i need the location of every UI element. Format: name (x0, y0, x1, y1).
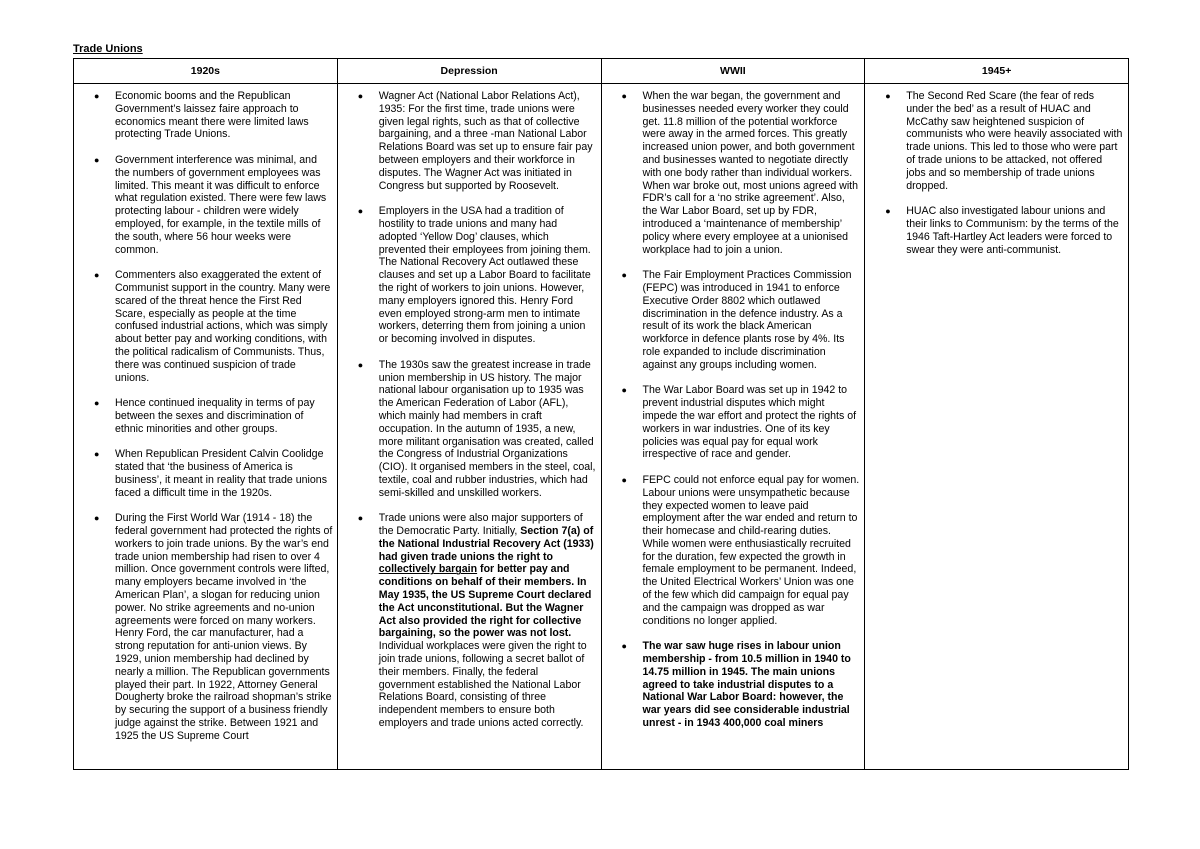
document-title: Trade Unions (73, 43, 143, 55)
bullet-list (602, 84, 865, 730)
header-1945-plus: 1945+ (865, 59, 1129, 84)
text-run: Section 7(a) of the National Industrial Recovery Act (1933) had given trade unions the right to (378, 525, 594, 563)
header-depression: Depression (337, 59, 601, 84)
text-run: The Second Red Scare (the fear of reds under the bed’ as a result of HUAC and McCathy saw heightened suspicion of communists who were heavily associated with trade unions. This led to those who were part of trade unions to be attacked, not offered jobs and so membership of trade unions dropped. (906, 90, 1123, 192)
list-item (871, 90, 1124, 192)
bullet-list (338, 84, 601, 730)
text-run: Wagner Act (National Labor Relations Act), 1935: For the first time, trade unions were given legal rights, such as that of collective bargaining, and a three -man National Labor Relations Board was set up to ensure fair pay between employers and their workforce in disputes. The Wagner Act was initiated in Congress but supported by Roosevelt. (378, 90, 593, 192)
bullet-icon: ● (621, 385, 627, 396)
text-run: The War Labor Board was set up in 1942 to prevent industrial disputes which might impede the war effort and protect the rights of workers in war industries. One of its key policies was equal pay for equal work irrespective of race and gender. (642, 384, 857, 461)
list-item (608, 90, 861, 256)
trade-unions-table (73, 58, 1129, 770)
list-item (80, 448, 333, 499)
bullet-list (74, 84, 337, 743)
bullet-icon: ● (94, 91, 100, 101)
text-run: Government interference was minimal, and the numbers of government employees was limited. This meant it was difficult to enforce what regulation existed. There were few laws protecting labour - children were widely employed, for example, in the textile mills of the south, where 56 hour weeks were common. (115, 153, 327, 256)
list-item (608, 474, 861, 628)
bullet-icon: ● (621, 91, 627, 101)
list-item (344, 90, 597, 192)
text-run: Economic booms and the Republican Government’s laissez faire approach to economics meant there were limited laws protecting Trade Unions. (115, 90, 309, 141)
bullet-icon: ● (94, 154, 100, 165)
text-run: FEPC could not enforce equal pay for women. Labour unions were unsympathetic because they expected women to leave paid employment after the war ended and return to their homecase and child-rearing duties. While women were enthusiastically recruited for the duration, few expected the growth in female employment to be permanent. Indeed, the United Electrical Workers’ Union was one of the few which did campaign for equal pay and the campaign was dropped as war conditions no longer applied. (642, 473, 860, 627)
bullet-icon: ● (357, 513, 364, 524)
bullet-icon: ● (94, 449, 100, 460)
text-run: Employers in the USA had a tradition of hostility to trade unions and many had adopted ‘Yellow Dog’ clauses, which prevented their employees from joining them. The National Recovery Act outlawed these clauses and set up a Labor Board to facilitate the right of workers to join unions. However, many employers ignored this. Henry Ford even employed strong-arm men to intimate workers, deterring them from joining a union or becoming involved in disputes. (378, 205, 591, 346)
bullet-list (865, 84, 1128, 256)
list-item (344, 512, 597, 730)
header-1920s: 1920s (74, 59, 338, 84)
list-item (344, 205, 597, 346)
list-item (80, 397, 333, 435)
text-run: The 1930s saw the greatest increase in trade union membership in US history. The major national labour organisation up to 1935 was the American Federation of Labor (AFL), which mainly had members in craft occupation. In the autumn of 1935, a new, more militant organisation was created, called the Congress of Industrial Organizations (CIO). It organised members in the steel, coal, textile, coal and rubber industries, which had semi-skilled and unskilled workers. (378, 358, 596, 499)
column-depression (337, 84, 601, 770)
bullet-icon: ● (94, 270, 100, 281)
list-item (608, 640, 861, 730)
list-item (344, 359, 597, 500)
text-run: Individual workplaces were given the right to join trade unions, following a secret ballot of their members. Finally, the federal government established the National Labor Relations Board, consisting of three independent members to ensure both employers and trade unions acted correctly. (378, 640, 587, 730)
list-item (608, 269, 861, 371)
text-run: HUAC also investigated labour unions and their links to Communism: by the terms of the 1946 Taft-Hartley Act leaders were forced to swear they were anti-communist. (906, 205, 1119, 256)
text-run: The war saw huge rises in labour union membership - from 10.5 million in 1940 to 14.75 million in 1945. The main unions agreed to take industrial disputes to a National War Labor Board: however, the war years did see considerable industrial unrest - in 1943 400,000 coal miners (642, 640, 851, 730)
list-item (80, 269, 333, 384)
bullet-icon: ● (94, 513, 100, 524)
bullet-icon: ● (621, 474, 627, 485)
list-item (871, 205, 1124, 256)
list-item (608, 384, 861, 461)
header-row (74, 59, 1129, 84)
content-row (74, 84, 1129, 770)
text-run: Trade unions were also major supporters of the Democratic Party. Initially, (378, 512, 583, 538)
text-run: During the First World War (1914 - 18) the federal government had protected the rights of workers to join trade unions. By the war’s end trade union membership had risen to over 4 million. Once government controls were lifted, many employers became involved in ‘the American Plan’, a slogan for reducing union power. No strike agreements and no-union agreements were forced on many workers. Henry Ford, the car manufacturer, had a strong reputation for anti-union views. By 1929, union membership had declined by nearly a million. The Republican governments played their part. In 1922, Attorney General Dougherty broke the railroad shopman’s strike by securing the support of a business friendly judge against the strike. Between 1921 and 1925 the US Supreme Court (115, 512, 333, 742)
text-run: for better pay and conditions on behalf of their members. In May 1935, the US Supreme Court declared the Act unconstitutional. But the Wagner Act also provided the right for collective bargaining, so the power was not lost. (378, 563, 592, 640)
column-1945-plus (865, 84, 1129, 770)
bullet-icon: ● (357, 359, 364, 370)
text-run: collectively bargain (378, 563, 478, 576)
text-run: Hence continued inequality in terms of pay between the sexes and discrimination of ethnic minorities and other groups. (115, 397, 315, 435)
column-wwii (601, 84, 865, 770)
text-run: Commenters also exaggerated the extent of Communist support in the country. Many were scared of the threat hence the First Red Scare, especially as people at the time confused industrial actions, which was simply about better pay and working conditions, with the political radicalism of Communists. Thus, there was continued suspicion of trade unions. (115, 269, 331, 384)
header-wwii: WWII (601, 59, 865, 84)
text-run: The Fair Employment Practices Commission (FEPC) was introduced in 1941 to enforce Executive Order 8802 which outlawed discrimination in the defence industry. As a result of its work the black American workforce in defence plants rose by 4%. Its role expanded to include discrimination against any groups including women. (642, 269, 852, 371)
bullet-icon: ● (357, 91, 364, 101)
bullet-icon: ● (357, 206, 364, 217)
text-run: When the war began, the government and businesses needed every worker they could get. 11.8 million of the potential workforce were away in the armed forces. This greatly increased union power, and both government and businesses wanted to negotiate directly with one body rather than individual workers. When war broke out, most unions agreed with FDR’s call for a ‘no strike agreement’. Also, the War Labor Board, set up by FDR, introduced a ‘maintenance of membership’ policy where every employee at a unionised workplace had to join a union. (642, 90, 859, 256)
bullet-icon: ● (94, 398, 100, 409)
list-item (80, 90, 333, 141)
list-item (80, 154, 333, 256)
text-run: When Republican President Calvin Coolidge stated that ‘the business of America is business’, it meant in reality that trade unions faced a difficult time in the 1920s. (115, 448, 327, 499)
bullet-icon: ● (885, 206, 891, 217)
list-item (80, 512, 333, 742)
bullet-icon: ● (621, 641, 627, 652)
bullet-icon: ● (621, 270, 627, 281)
bullet-icon: ● (885, 91, 891, 101)
column-1920s (74, 84, 338, 770)
